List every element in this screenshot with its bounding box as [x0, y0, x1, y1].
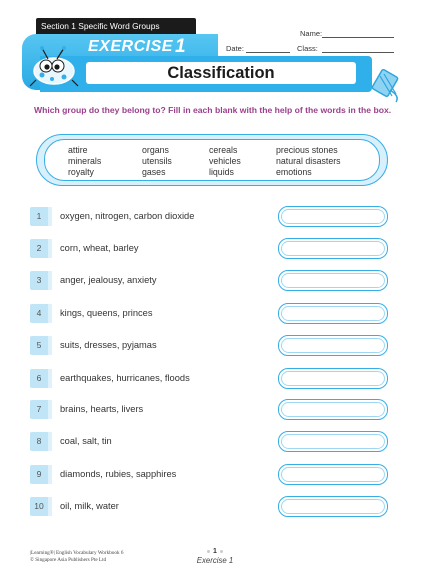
question-text: anger, jealousy, anxiety — [60, 275, 157, 285]
page-title: Classification — [86, 62, 356, 84]
exercise-label: EXERCISE — [88, 38, 173, 55]
word-item: emotions — [276, 167, 312, 177]
word-item: cereals — [209, 145, 238, 155]
question-text: oil, milk, water — [60, 501, 119, 511]
question-row — [30, 304, 400, 324]
number-tab — [48, 400, 52, 419]
page-number: 1 — [213, 548, 217, 555]
answer-field[interactable] — [278, 368, 388, 389]
question-number: 4 — [30, 304, 48, 323]
question-number: 5 — [30, 336, 48, 355]
question-number: 7 — [30, 400, 48, 419]
number-tab — [48, 336, 52, 355]
question-number: 3 — [30, 271, 48, 290]
question-row — [30, 465, 400, 485]
section-tab: Section 1 Specific Word Groups — [36, 18, 196, 34]
question-text: kings, queens, princes — [60, 308, 153, 318]
question-row — [30, 271, 400, 291]
question-number: 2 — [30, 239, 48, 258]
footer-exercise-label: Exercise 1 — [196, 556, 234, 565]
question-text: diamonds, rubies, sapphires — [60, 469, 177, 479]
question-text: oxygen, nitrogen, carbon dioxide — [60, 211, 195, 221]
word-item: natural disasters — [276, 156, 341, 166]
dot-icon — [207, 550, 210, 553]
question-number: 6 — [30, 369, 48, 388]
number-tab — [48, 497, 52, 516]
date-field[interactable] — [246, 52, 290, 53]
number-tab — [48, 207, 52, 226]
number-tab — [48, 271, 52, 290]
word-item: attire — [68, 145, 88, 155]
question-text: suits, dresses, pyjamas — [60, 340, 157, 350]
question-text: corn, wheat, barley — [60, 243, 139, 253]
answer-field[interactable] — [278, 206, 388, 227]
answer-field[interactable] — [278, 431, 388, 452]
question-number: 9 — [30, 465, 48, 484]
answer-field[interactable] — [278, 399, 388, 420]
paper-clip-icon — [370, 66, 404, 104]
word-item: vehicles — [209, 156, 241, 166]
name-label: Name: — [300, 29, 323, 38]
question-row — [30, 400, 400, 420]
question-row — [30, 369, 400, 389]
word-item: royalty — [68, 167, 94, 177]
word-item: precious stones — [276, 145, 338, 155]
question-row — [30, 207, 400, 227]
question-row — [30, 336, 400, 356]
question-number: 10 — [30, 497, 48, 516]
number-tab — [48, 239, 52, 258]
word-item: organs — [142, 145, 169, 155]
number-tab — [48, 465, 52, 484]
date-label: Date: — [226, 44, 244, 53]
question-row — [30, 239, 400, 259]
question-row — [30, 432, 400, 452]
name-field[interactable] — [322, 37, 394, 38]
question-text: earthquakes, hurricanes, floods — [60, 373, 190, 383]
answer-field[interactable] — [278, 464, 388, 485]
question-number: 1 — [30, 207, 48, 226]
answer-field[interactable] — [278, 270, 388, 291]
page-number-block — [190, 548, 240, 555]
answer-field[interactable] — [278, 335, 388, 356]
word-item: liquids — [209, 167, 234, 177]
footer-book-title: |Learning®| English Vocabulary Workbook 6 — [30, 550, 124, 556]
bug-mascot-icon — [24, 44, 82, 88]
number-tab — [48, 369, 52, 388]
question-text: brains, hearts, livers — [60, 404, 144, 414]
footer-credits — [30, 550, 123, 564]
word-item: utensils — [142, 156, 172, 166]
number-tab — [48, 304, 52, 323]
word-item: minerals — [68, 156, 102, 166]
answer-field[interactable] — [278, 496, 388, 517]
question-text: coal, salt, tin — [60, 436, 112, 446]
instruction-text: Which group do they belong to? Fill in each blank with the help of the words in the box. — [34, 105, 392, 115]
number-tab — [48, 432, 52, 451]
word-item: gases — [142, 167, 166, 177]
exercise-number: 1 — [175, 36, 186, 57]
class-label: Class: — [297, 44, 318, 53]
question-number: 8 — [30, 432, 48, 451]
answer-field[interactable] — [278, 303, 388, 324]
class-field[interactable] — [322, 52, 394, 53]
footer-publisher: © Singapore Asia Publishers Pte Ltd — [30, 557, 107, 563]
question-row — [30, 497, 400, 517]
dot-icon — [220, 550, 223, 553]
answer-field[interactable] — [278, 238, 388, 259]
